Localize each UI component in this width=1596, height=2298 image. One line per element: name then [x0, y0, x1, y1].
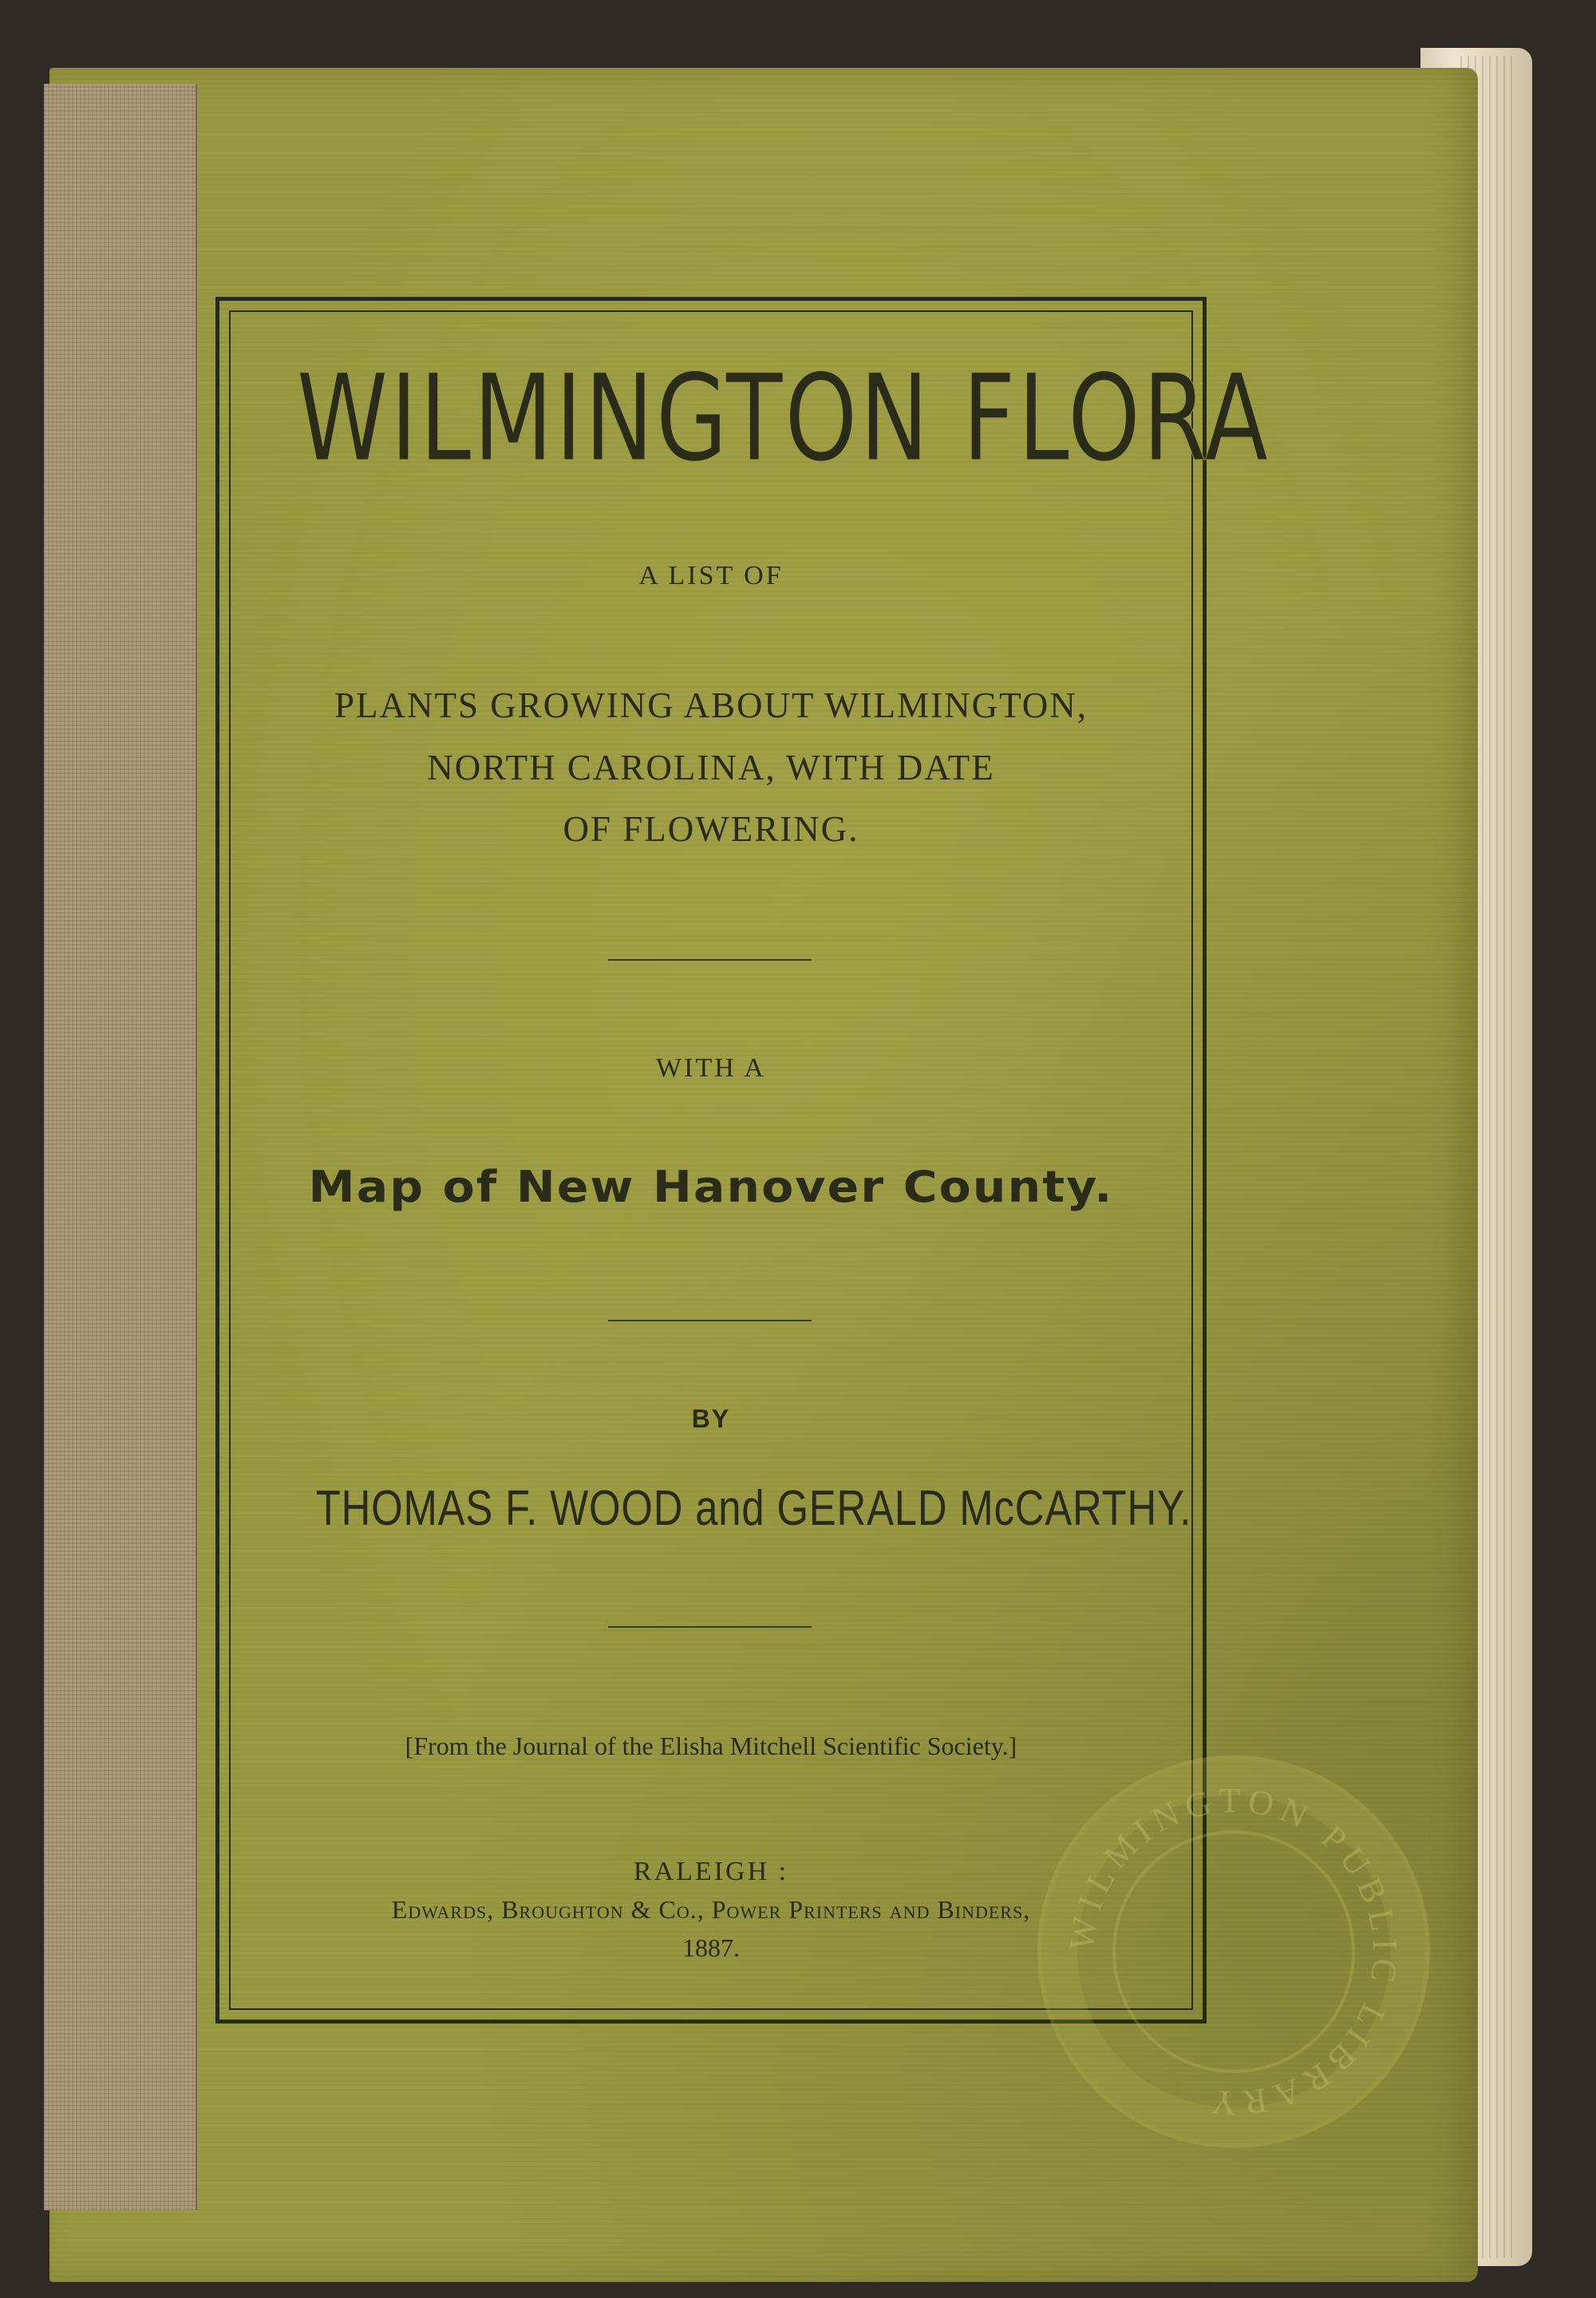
divider-rule	[608, 959, 812, 961]
cloth-spine	[44, 84, 197, 2210]
description-line-2: NORTH CAROLINA, WITH DATE	[427, 748, 995, 788]
publisher: Edwards, Broughton & Co., Power Printers and Binders,	[391, 1895, 1031, 1924]
divider-rule	[608, 1320, 812, 1321]
stamp-ring-icon	[1042, 1760, 1425, 2143]
with-a-label: WITH A	[656, 1053, 766, 1083]
publication-city: RALEIGH :	[633, 1857, 789, 1886]
description-line-1: PLANTS GROWING ABOUT WILMINGTON,	[334, 685, 1088, 725]
map-line: Map of New Hanover County.	[308, 1162, 1114, 1212]
svg-text:WILMINGTON PUBLIC LIBRARY: WILMINGTON PUBLIC LIBRARY	[1061, 1780, 1405, 2123]
authors: THOMAS F. WOOD and GERALD McCARTHY.	[315, 1481, 1192, 1536]
by-label: BY	[691, 1404, 731, 1433]
divider-rule	[608, 1626, 812, 1628]
publication-year: 1887.	[682, 1933, 740, 1962]
description-line-3: OF FLOWERING.	[563, 809, 859, 849]
cover-title: WILMINGTON FLORA	[296, 349, 1270, 488]
library-embossed-stamp	[1037, 1755, 1430, 2148]
cover-subtitle: A LIST OF	[638, 561, 784, 590]
source-note: [From the Journal of the Elisha Mitchell Scientific Society.]	[405, 1731, 1017, 1760]
